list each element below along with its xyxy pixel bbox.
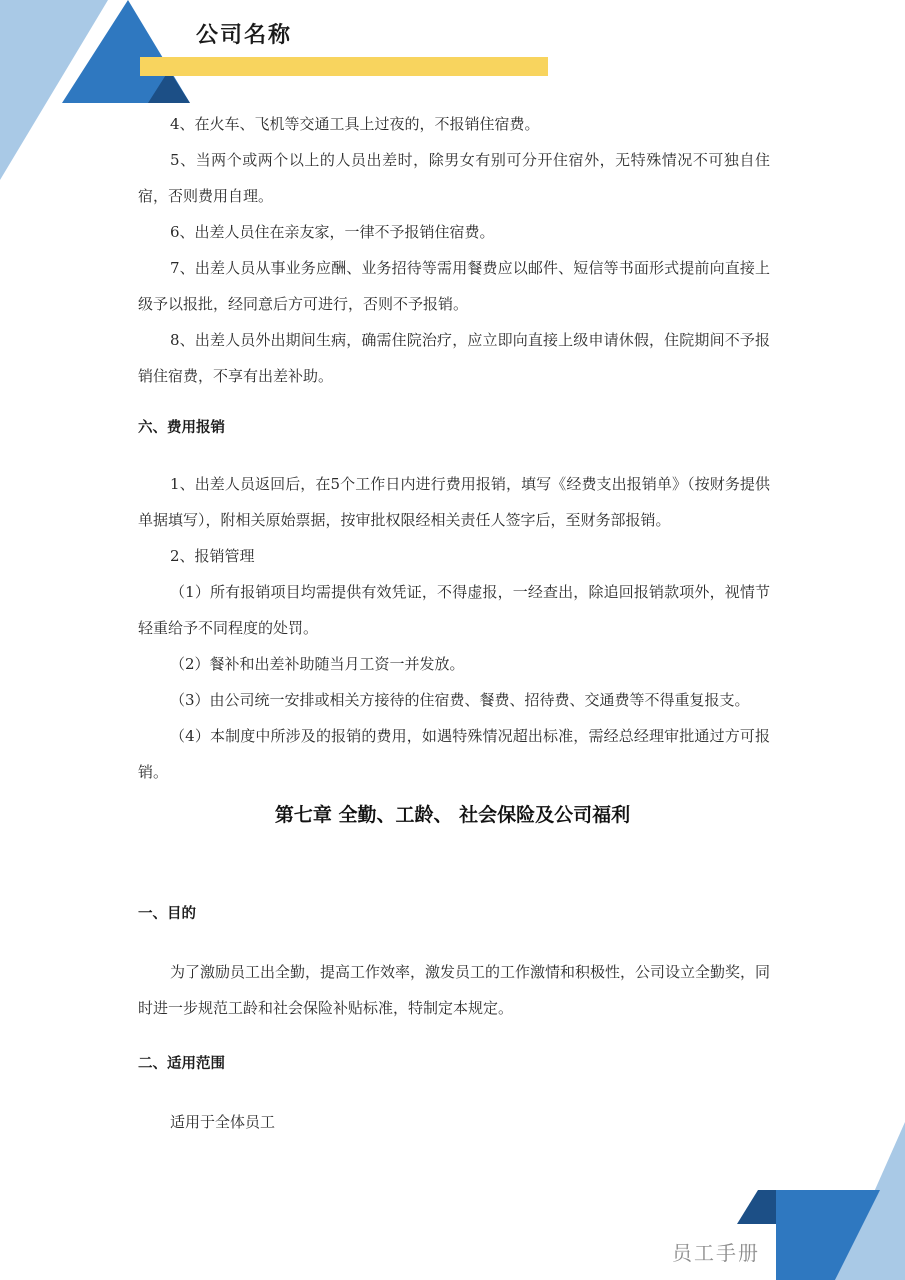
chapter-title: 第七章 全勤、工龄、 社会保险及公司福利 [274,804,631,826]
paragraph-item-4: 4、在火车、飞机等交通工具上过夜的，不报销住宿费。 [170,115,540,133]
section-heading-scope: 二、适用范围 [138,1056,225,1072]
paragraph-item-7: 7、出差人员从事业务应酬、业务招待等需用餐费应以邮件、短信等书面形式提前向直接上级予以报批，经同意后方可进行，否则不予报销。 [138,259,770,313]
footer-label: 员工手册 [672,1241,760,1265]
paragraph-purpose: 为了激励员工出全勤，提高工作效率，激发员工的工作激情和积极性，公司设立全勤奖，同时进一步规范工龄和社会保险补贴标准，特制定本规定。 [138,963,771,1017]
paragraph-item-8: 8、出差人员外出期间生病，确需住院治疗，应立即向直接上级申请休假，住院期间不予报销住宿费，不享有出差补助。 [138,331,770,385]
paragraph-expense-2-2: （2）餐补和出差补助随当月工资一并发放。 [170,655,465,673]
paragraph-item-6: 6、出差人员住在亲友家，一律不予报销住宿费。 [170,223,495,241]
paragraph-expense-2-3: （3）由公司统一安排或相关方接待的住宿费、餐费、招待费、交通费等不得重复报支。 [170,691,750,709]
section-heading-expense: 六、费用报销 [138,420,225,436]
paragraph-scope: 适用于全体员工 [170,1113,276,1131]
paragraph-expense-2: 2、报销管理 [170,547,255,565]
section-heading-purpose: 一、目的 [138,906,196,922]
company-name: 公司名称 [196,23,293,48]
paragraph-item-5: 5、当两个或两个以上的人员出差时，除男女有别可分开住宿外，无特殊情况不可独自住宿，否则费用自理。 [138,151,770,205]
paragraph-expense-2-1: （1）所有报销项目均需提供有效凭证，不得虚报，一经查出，除追回报销款项外，视情节轻重给予不同程度的处罚。 [138,583,770,637]
paragraph-expense-2-4: （4）本制度中所涉及的报销的费用，如遇特殊情况超出标准，需经总经理审批通过方可报销。 [138,727,770,781]
header-yellow-bar [140,57,548,76]
paragraph-expense-1: 1、出差人员返回后，在5个工作日内进行费用报销，填写《经费支出报销单》（按财务提供单据填写），附相关原始票据，按审批权限经相关责任人签字后，至财务部报销。 [138,475,770,529]
